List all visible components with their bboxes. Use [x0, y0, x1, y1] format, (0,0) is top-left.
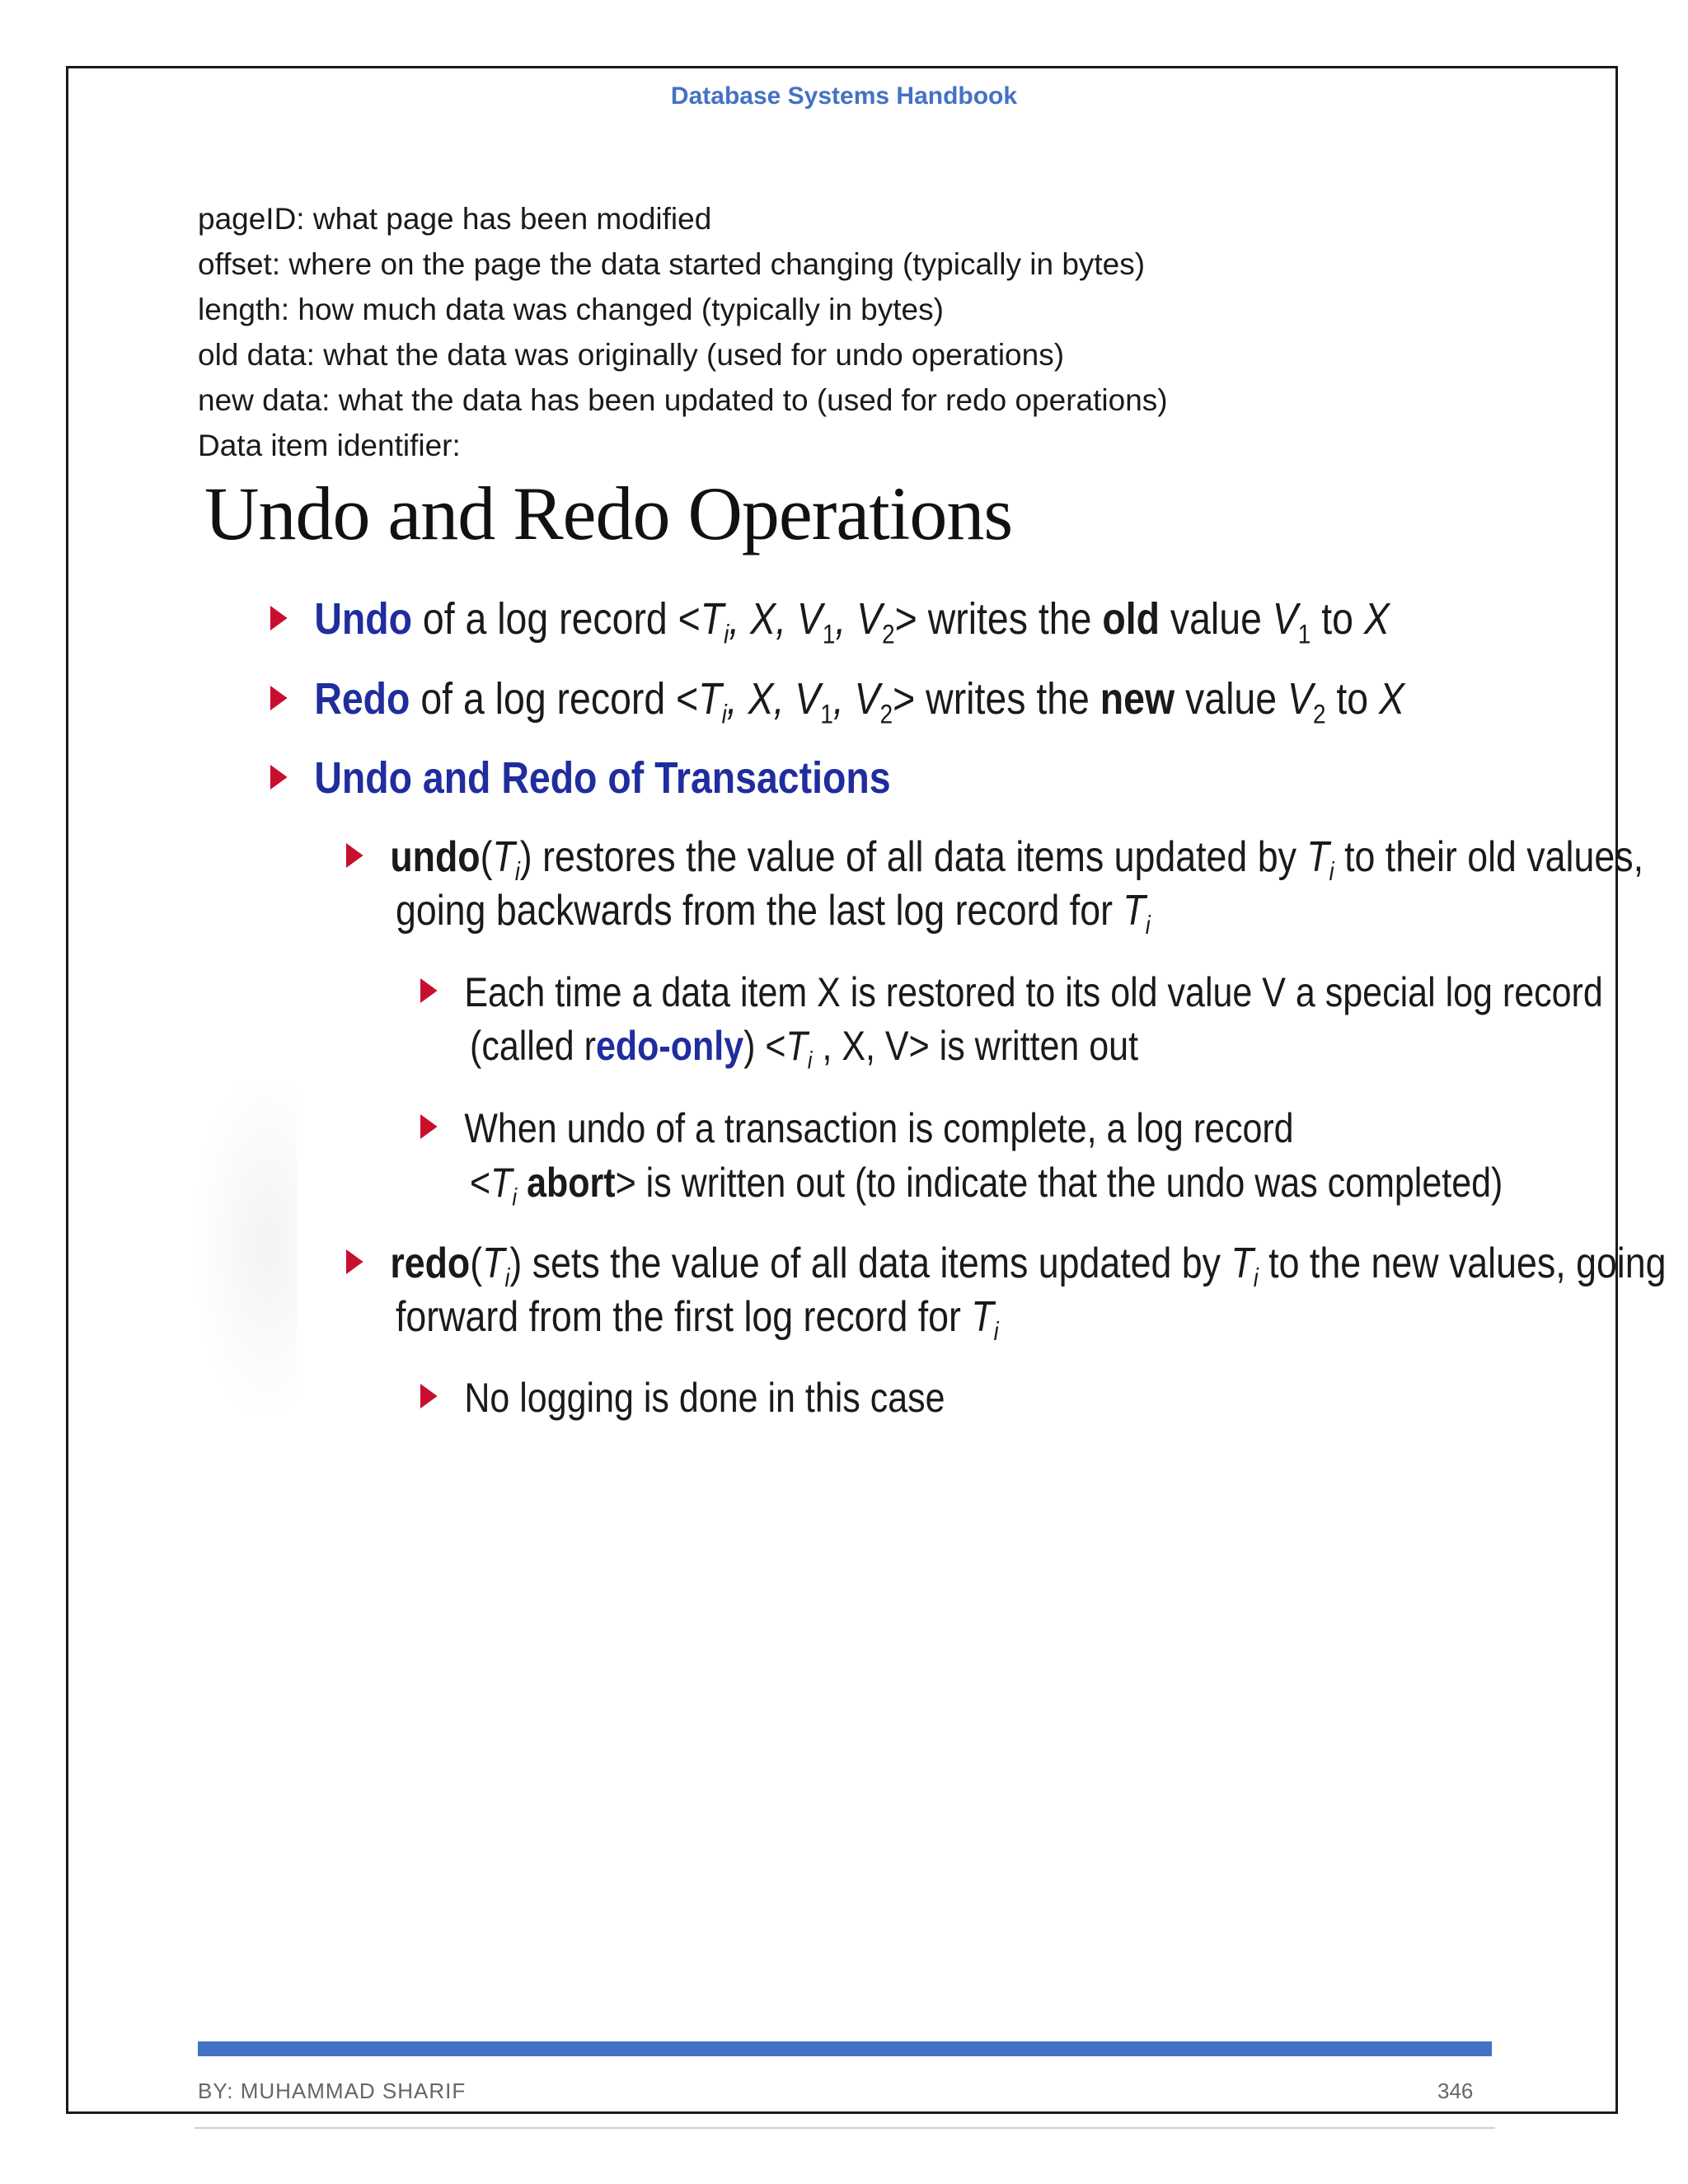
field-line-offset: offset: where on the page the data started changing (typically in bytes)	[198, 247, 1146, 281]
bullet-redo-only-record-line2: (called redo-only) $<T_i$ , X, V> is written out	[470, 1023, 1139, 1075]
bullet-redo-ti-line2: forward from the first log record for $T_i$	[396, 1293, 999, 1346]
bullet-undo-ti-line2: going backwards from the last log record for $T_i$	[396, 887, 1151, 940]
bullet-triangle-icon	[346, 843, 363, 868]
bullet-abort-record-line2: $<T_i$ abort> is written out (to indicate that the undo was completed)	[470, 1160, 1503, 1212]
footer-author: BY: MUHAMMAD SHARIF	[198, 2079, 467, 2103]
bullet-triangle-icon	[270, 686, 288, 710]
bullet-triangle-icon	[346, 1249, 363, 1274]
bullet-abort-record: When undo of a transaction is complete, a log record	[420, 1104, 1294, 1152]
bullet-triangle-icon	[270, 765, 288, 790]
footer-page-number: 346	[1437, 2079, 1474, 2103]
field-line-old-data: old data: what the data was originally (used for undo operations)	[198, 338, 1065, 372]
bullet-undo-ti: $undo(T_i)$ restores the value of all data items updated by $T_i$ to their old values,	[346, 832, 1643, 882]
bullet-triangle-icon	[270, 606, 288, 630]
bullet-redo-ti: $redo(T_i)$ sets the value of all data items updated by $T_i$ to the new values, going	[346, 1239, 1666, 1288]
slide-shadow	[198, 1080, 297, 1409]
page-header-title: Database Systems Handbook	[670, 82, 1018, 110]
bullet-undo-log-record: Undo of a log record $<T_i$, X, $V_1$, $V_2>$ writes the old value $V_1$ to X	[270, 593, 1390, 644]
bullet-no-logging: No logging is done in this case	[420, 1374, 945, 1422]
slide-title: Undo and Redo Operations	[204, 471, 1013, 555]
bottom-rule	[195, 2127, 1495, 2129]
bullet-redo-only-record: Each time a data item X is restored to its old value V a special log record	[420, 968, 1603, 1016]
bullet-triangle-icon	[420, 1384, 438, 1408]
field-line-pageid: pageID: what page has been modified	[198, 202, 712, 236]
log-record-fields	[198, 196, 1517, 468]
bullet-undo-redo-transactions: Undo and Redo of Transactions	[270, 752, 891, 804]
bullet-triangle-icon	[420, 978, 438, 1003]
field-line-new-data: new data: what the data has been updated to (used for redo operations)	[198, 383, 1168, 417]
field-line-length: length: how much data was changed (typically in bytes)	[198, 293, 944, 326]
field-line-data-item-identifier: Data item identifier:	[198, 429, 461, 462]
bullet-redo-log-record: Redo of a log record $<T_i$, X, $V_1$, $V_2>$ writes the new value $V_2$ to X	[270, 673, 1404, 724]
bullet-triangle-icon	[420, 1114, 438, 1139]
slide-image	[198, 470, 1667, 1434]
footer-accent-bar	[198, 2041, 1492, 2056]
